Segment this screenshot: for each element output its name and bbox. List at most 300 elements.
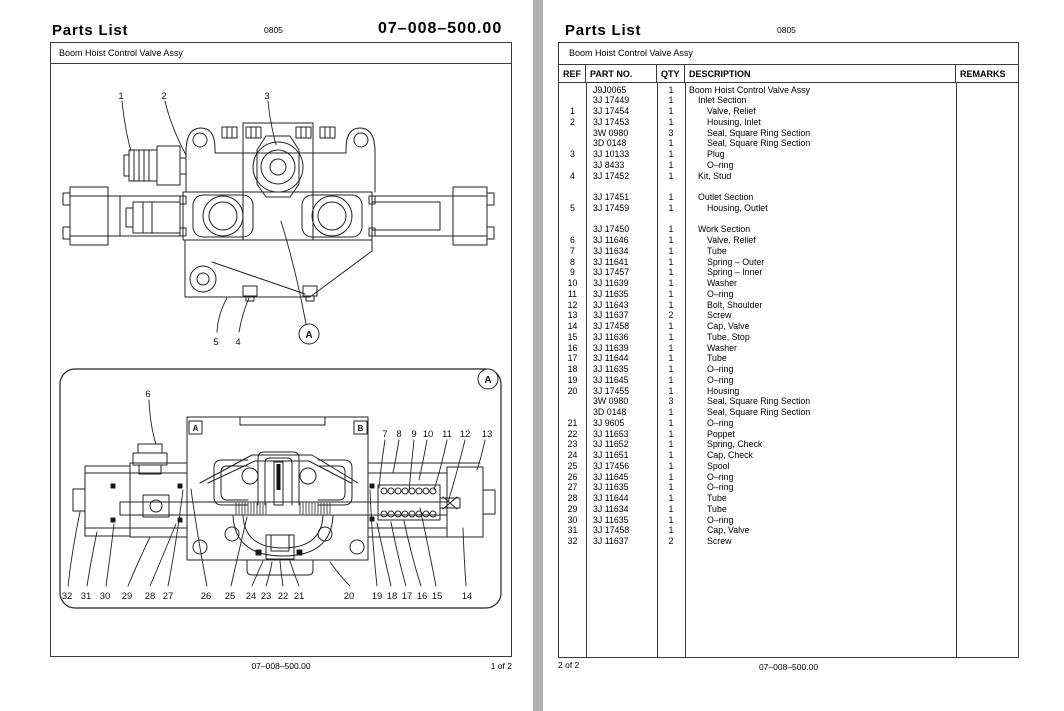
cell-remarks — [956, 396, 1018, 407]
cell-description: Cap, Valve — [707, 525, 750, 536]
cell-description: Seal, Square Ring Section — [707, 138, 811, 149]
cell-remarks — [956, 332, 1018, 343]
cell-ref: 9 — [570, 267, 575, 278]
cell-ref: 26 — [567, 471, 578, 482]
parts-table — [558, 42, 1019, 658]
cell-qty: 1 — [668, 417, 674, 428]
callout-label: 11 — [442, 429, 452, 440]
cell-remarks — [956, 461, 1018, 472]
cell-remarks — [956, 515, 1018, 526]
cell-ref: 17 — [567, 353, 578, 364]
page-title-left: Parts List — [52, 22, 129, 39]
cell-qty: 1 — [668, 439, 674, 450]
callout-label: 3 — [264, 91, 270, 102]
cell-qty: 1 — [668, 278, 674, 288]
cell-remarks — [956, 375, 1018, 386]
cell-qty — [657, 214, 685, 225]
table-row — [559, 429, 1018, 440]
cell-remarks — [956, 149, 1018, 160]
cell-remarks — [956, 171, 1018, 182]
column-header-remarks: REMARKS — [960, 68, 1006, 79]
cell-ref: 23 — [567, 439, 578, 450]
page-indicator-left: 1 of 2 — [490, 661, 512, 671]
table-row — [559, 515, 1018, 526]
table-rows-container — [559, 83, 1018, 547]
table-row — [559, 461, 1018, 472]
cell-remarks — [956, 439, 1018, 450]
cell-qty: 1 — [668, 170, 674, 181]
cell-qty: 1 — [668, 256, 674, 267]
cell-description: O–ring — [707, 364, 734, 374]
valve-plan-view — [63, 91, 494, 348]
callout-label: 24 — [245, 591, 257, 602]
cell-ref: 2 — [570, 116, 575, 127]
callout-label: 15 — [431, 591, 443, 602]
cell-ref — [559, 128, 586, 139]
cell-description: Housing, Inlet — [707, 116, 761, 127]
cell-description: Work Section — [698, 224, 751, 235]
table-row — [559, 160, 1018, 171]
cell-qty: 1 — [668, 428, 674, 439]
callout-label: 18 — [386, 591, 398, 602]
cell-description: Washer — [707, 342, 737, 353]
cell-part-no: 3D 0148 — [593, 138, 627, 149]
callout-label: 1 — [118, 91, 124, 102]
table-row — [559, 138, 1018, 149]
cell-qty: 1 — [668, 95, 674, 106]
cell-qty: 3 — [668, 127, 674, 138]
table-row — [559, 396, 1018, 407]
cell-remarks — [956, 278, 1018, 289]
cell-remarks — [956, 353, 1018, 364]
table-row — [559, 289, 1018, 300]
cell-ref — [559, 85, 586, 96]
cell-ref — [559, 214, 586, 225]
cell-qty — [657, 181, 685, 192]
table-row — [559, 418, 1018, 429]
cell-description: O–ring — [707, 514, 734, 525]
cell-ref: 24 — [567, 450, 578, 460]
footer-part-number-left: 07–008–500.00 — [251, 661, 311, 671]
callout-label: 22 — [277, 591, 289, 602]
cell-qty: 1 — [668, 159, 674, 170]
cell-qty: 1 — [668, 482, 674, 493]
cell-ref: 20 — [567, 385, 578, 396]
cell-ref: 15 — [567, 331, 578, 342]
cell-ref — [559, 396, 586, 407]
cell-description: Inlet Section — [698, 95, 747, 106]
cell-qty: 1 — [668, 525, 674, 536]
cell-ref — [559, 160, 586, 171]
cell-part-no: 3J 11644 — [593, 353, 629, 364]
cell-ref — [559, 224, 586, 235]
cell-remarks — [956, 418, 1018, 429]
table-row — [559, 332, 1018, 343]
callout-label: 30 — [99, 591, 111, 602]
callout-label: 8 — [396, 429, 402, 440]
cell-ref: 32 — [567, 536, 578, 546]
cell-ref — [559, 138, 586, 149]
table-row — [559, 407, 1018, 418]
valve-section-view — [60, 369, 501, 608]
cell-description: Tube, Stop — [707, 331, 750, 342]
cell-remarks — [956, 181, 1018, 192]
cell-ref: 6 — [570, 235, 575, 245]
cell-part-no: 3J 17456 — [593, 460, 630, 471]
table-row — [559, 192, 1018, 203]
cell-part-no: 3J 11634 — [593, 503, 629, 514]
cell-qty: 1 — [668, 460, 674, 471]
port-label-a: A — [192, 424, 199, 433]
cell-ref: 7 — [570, 245, 575, 256]
cell-ref: 5 — [570, 202, 575, 213]
cell-part-no: 3J 11637 — [593, 536, 629, 546]
cell-ref: 4 — [570, 170, 575, 181]
table-row — [559, 472, 1018, 483]
cell-part-no: 3J 11645 — [593, 471, 629, 482]
table-body — [559, 83, 1018, 657]
table-row — [559, 267, 1018, 278]
cell-ref: 1 — [570, 106, 575, 116]
cell-remarks — [956, 289, 1018, 300]
cell-qty: 1 — [668, 106, 674, 116]
cell-qty: 3 — [668, 396, 674, 407]
cell-ref: 12 — [567, 299, 578, 310]
cell-ref — [559, 95, 586, 106]
cell-part-no: 3J 17454 — [593, 106, 630, 116]
cell-description: Tube — [707, 493, 727, 503]
cell-ref: 25 — [567, 460, 578, 471]
cell-remarks — [956, 429, 1018, 440]
table-row — [559, 278, 1018, 289]
cell-ref: 31 — [567, 525, 578, 536]
table-row — [559, 300, 1018, 311]
cell-qty: 1 — [668, 192, 674, 202]
cell-part-no: 3J 11635 — [593, 288, 629, 299]
doc-code-right: 0805 — [777, 25, 796, 35]
cell-part-no: 3J 11651 — [593, 450, 629, 460]
cell-part-no: 3W 0980 — [593, 127, 629, 138]
cell-part-no: 3J 11644 — [593, 493, 629, 503]
cell-ref: 27 — [567, 482, 578, 493]
cell-qty: 1 — [668, 321, 674, 331]
cell-ref — [559, 181, 586, 192]
cell-remarks — [956, 482, 1018, 493]
cell-ref: 14 — [567, 321, 578, 331]
cell-description: Boom Hoist Control Valve Assy — [689, 84, 811, 95]
cell-ref: 29 — [567, 503, 578, 514]
cell-qty: 1 — [668, 374, 674, 385]
column-header-description: DESCRIPTION — [685, 65, 956, 82]
cell-description: Spool — [707, 460, 730, 471]
cell-description: Plug — [707, 149, 725, 159]
cell-ref: 30 — [567, 514, 578, 525]
table-row — [559, 353, 1018, 364]
cell-qty: 1 — [668, 149, 674, 159]
table-row — [559, 235, 1018, 246]
cell-part-no: 3J 11652 — [593, 439, 629, 450]
cell-description: Seal, Square Ring Section — [707, 407, 811, 417]
cell-part-no: 3J 11646 — [593, 235, 629, 245]
cell-qty: 1 — [668, 84, 674, 95]
cell-part-no: 3J 17458 — [593, 321, 630, 331]
cell-remarks — [956, 267, 1018, 278]
part-number-left: 07–008–500.00 — [378, 20, 503, 37]
table-row — [559, 386, 1018, 397]
cell-qty: 1 — [668, 450, 674, 460]
cell-part-no: 3J 11639 — [593, 342, 629, 353]
port-label-b: B — [357, 424, 364, 433]
valve-assembly-diagram — [51, 64, 510, 655]
cell-remarks — [956, 203, 1018, 214]
cell-qty: 1 — [668, 493, 674, 503]
cell-description: O–ring — [707, 471, 734, 482]
column-header-ref: REF — [559, 65, 586, 82]
callout-label: 12 — [459, 429, 471, 440]
cell-part-no: 3J 11635 — [593, 514, 629, 525]
cell-part-no: 3J 17452 — [593, 170, 630, 181]
cell-qty: 1 — [668, 299, 674, 310]
cell-description: Tube — [707, 245, 727, 256]
table-row — [559, 149, 1018, 160]
cell-part-no: 3J 10133 — [593, 149, 630, 159]
cell-remarks — [956, 214, 1018, 225]
callout-label: 9 — [411, 429, 417, 440]
cell-description: O–ring — [707, 417, 734, 428]
cell-qty: 1 — [668, 503, 674, 514]
column-header-qty: QTY — [657, 65, 685, 82]
page-title-right: Parts List — [565, 22, 642, 39]
cell-part-no — [586, 214, 657, 225]
cell-description: Cap, Valve — [707, 321, 750, 331]
cell-part-no: J9J0065 — [593, 84, 627, 95]
cell-remarks — [956, 472, 1018, 483]
cell-remarks — [956, 224, 1018, 235]
cell-remarks — [956, 493, 1018, 504]
cell-ref — [559, 407, 586, 418]
table-row — [559, 536, 1018, 547]
table-row — [559, 171, 1018, 182]
callout-label: 5 — [213, 337, 219, 348]
cell-part-no: 3W 0980 — [593, 396, 629, 407]
cell-description — [685, 181, 956, 192]
cell-description: Seal, Square Ring Section — [707, 127, 811, 138]
cell-remarks — [956, 235, 1018, 246]
callout-label: 21 — [293, 591, 305, 602]
cell-ref: 22 — [567, 428, 578, 439]
cell-part-no: 3J 11634 — [593, 245, 629, 256]
cell-part-no: 3J 11645 — [593, 374, 629, 385]
cell-description: Tube — [707, 503, 727, 514]
callout-label: 14 — [461, 591, 473, 602]
cell-description: Spring – Outer — [707, 256, 765, 267]
page-indicator-right: 2 of 2 — [558, 660, 580, 670]
cell-part-no: 3D 0148 — [593, 407, 627, 417]
cell-description: Spring, Check — [707, 439, 763, 450]
table-title: Boom Hoist Control Valve Assy — [559, 43, 1018, 65]
table-row — [559, 246, 1018, 257]
cell-description: Spring – Inner — [707, 267, 763, 278]
view-marker-a: A — [484, 375, 492, 386]
table-row — [559, 181, 1018, 192]
cell-qty: 1 — [668, 471, 674, 482]
cell-part-no: 3J 11639 — [593, 278, 629, 288]
cell-qty: 1 — [668, 407, 674, 417]
cell-remarks — [956, 536, 1018, 547]
cell-remarks — [956, 364, 1018, 375]
cell-part-no: 3J 8433 — [593, 159, 625, 170]
cell-qty: 1 — [668, 116, 674, 127]
table-row — [559, 482, 1018, 493]
callout-label: 25 — [224, 591, 236, 602]
detail-marker-a: A — [305, 330, 313, 341]
cell-remarks — [956, 160, 1018, 171]
table-row — [559, 525, 1018, 536]
table-row — [559, 106, 1018, 117]
cell-ref: 8 — [570, 256, 575, 267]
cell-qty: 1 — [668, 342, 674, 353]
cell-qty: 1 — [668, 385, 674, 396]
footer-part-number-right: 07–008–500.00 — [758, 662, 819, 672]
callout-label: 4 — [235, 337, 241, 348]
cell-remarks — [956, 192, 1018, 203]
table-row — [559, 321, 1018, 332]
figure-box — [50, 42, 512, 657]
table-row — [559, 450, 1018, 461]
callout-label: 16 — [416, 591, 428, 602]
cell-description: Valve, Relief — [707, 106, 756, 116]
table-row — [559, 439, 1018, 450]
cell-ref: 10 — [567, 278, 578, 288]
cell-part-no: 3J 17453 — [593, 116, 630, 127]
figure-title: Boom Hoist Control Valve Assy — [51, 43, 511, 64]
callout-label: 17 — [401, 591, 413, 602]
cell-remarks — [956, 310, 1018, 321]
callout-label: 32 — [61, 591, 73, 602]
callout-label: 19 — [371, 591, 383, 602]
cell-part-no: 3J 11641 — [593, 256, 629, 267]
cell-qty: 1 — [668, 267, 674, 278]
cell-qty: 1 — [668, 202, 674, 213]
callout-label: 29 — [121, 591, 133, 602]
table-row — [559, 203, 1018, 214]
cell-remarks — [956, 128, 1018, 139]
cell-qty: 1 — [668, 288, 674, 299]
cell-description: Housing — [707, 385, 740, 396]
cell-remarks — [956, 257, 1018, 268]
cell-description: Seal, Square Ring Section — [707, 396, 811, 407]
cell-ref: 18 — [567, 364, 578, 374]
cell-ref: 19 — [567, 374, 578, 385]
cell-part-no: 3J 11636 — [593, 331, 629, 342]
cell-remarks — [956, 525, 1018, 536]
table-row — [559, 493, 1018, 504]
callout-label: 10 — [422, 429, 434, 440]
cell-description: Washer — [707, 278, 737, 288]
cell-qty: 1 — [668, 514, 674, 525]
cell-qty: 1 — [668, 364, 674, 374]
cell-part-no: 3J 17459 — [593, 202, 630, 213]
table-row — [559, 214, 1018, 225]
cell-part-no: 3J 17449 — [593, 95, 630, 106]
cell-ref: 28 — [567, 493, 578, 503]
cell-qty: 1 — [668, 331, 674, 342]
cell-remarks — [956, 246, 1018, 257]
cell-description: Screw — [707, 310, 732, 321]
callout-label: 27 — [162, 591, 174, 602]
cell-description: O–ring — [707, 482, 734, 493]
cell-description: O–ring — [707, 374, 734, 385]
cell-part-no: 3J 11635 — [593, 364, 629, 374]
cell-remarks — [956, 321, 1018, 332]
callout-label: 2 — [161, 91, 167, 102]
cell-description: Outlet Section — [698, 192, 754, 202]
callout-label: 13 — [481, 429, 493, 440]
cell-remarks — [956, 343, 1018, 354]
cell-description: Screw — [707, 536, 732, 546]
cell-ref: 16 — [567, 342, 578, 353]
cell-remarks — [956, 138, 1018, 149]
cell-remarks — [956, 117, 1018, 128]
column-header-part-no: PART NO. — [586, 65, 657, 82]
cell-remarks — [956, 407, 1018, 418]
cell-description: O–ring — [707, 288, 734, 299]
cell-description: O–ring — [707, 159, 734, 170]
page-gutter — [533, 0, 543, 711]
table-row — [559, 375, 1018, 386]
cell-part-no: 3J 17457 — [593, 267, 630, 278]
cell-part-no: 3J 9605 — [593, 417, 625, 428]
callout-label: 20 — [343, 591, 355, 602]
table-row — [559, 310, 1018, 321]
cell-part-no — [586, 181, 657, 192]
table-row — [559, 257, 1018, 268]
cell-part-no: 3J 17451 — [593, 192, 630, 202]
table-header — [559, 65, 1018, 83]
callout-label: 28 — [144, 591, 156, 602]
cell-part-no: 3J 11643 — [593, 299, 629, 310]
cell-remarks — [956, 504, 1018, 515]
cell-qty: 1 — [668, 224, 674, 235]
doc-code-left: 0805 — [264, 25, 283, 35]
callout-label: 23 — [260, 591, 272, 602]
cell-part-no: 3J 11635 — [593, 482, 629, 493]
callout-label: 31 — [80, 591, 92, 602]
cell-ref: 3 — [570, 149, 575, 159]
cell-part-no: 3J 17455 — [593, 385, 630, 396]
cell-qty: 2 — [668, 536, 674, 546]
cell-ref: 13 — [567, 310, 578, 321]
cell-remarks — [956, 300, 1018, 311]
cell-description: Kit, Stud — [698, 170, 732, 181]
cell-part-no: 3J 17458 — [593, 525, 630, 536]
cell-description: Tube — [707, 353, 727, 364]
cell-remarks — [956, 85, 1018, 96]
cell-description: Poppet — [707, 428, 735, 439]
table-row — [559, 128, 1018, 139]
cell-description: Cap, Check — [707, 450, 753, 460]
cell-description: Housing, Outlet — [707, 202, 768, 213]
cell-remarks — [956, 386, 1018, 397]
cell-qty: 2 — [668, 310, 674, 321]
cell-part-no: 3J 17450 — [593, 224, 630, 235]
table-row — [559, 95, 1018, 106]
cell-remarks — [956, 95, 1018, 106]
cell-qty: 1 — [668, 138, 674, 149]
cell-remarks — [956, 450, 1018, 461]
cell-ref: 11 — [567, 288, 578, 299]
cell-qty: 1 — [668, 245, 674, 256]
